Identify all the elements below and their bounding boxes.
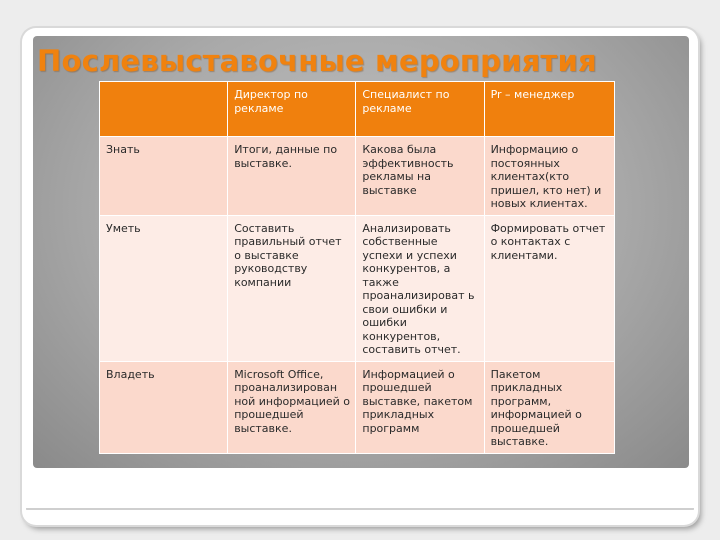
row-label-know: Знать: [100, 137, 228, 216]
table-cell: Microsoft Office, проанализирован ной информацией о прошедшей выставке.: [228, 361, 356, 453]
row-label-can: Уметь: [100, 215, 228, 361]
slide-bottom-edge: [26, 508, 694, 516]
header-cell-empty: [100, 82, 228, 137]
row-label-master: Владеть: [100, 361, 228, 453]
header-cell-director: Директор по рекламе: [228, 82, 356, 137]
header-cell-specialist: Специалист по рекламе: [356, 82, 484, 137]
table-cell: Формировать отчет о контактах с клиентами.: [484, 215, 614, 361]
header-cell-pr-manager: Pr – менеджер: [484, 82, 614, 137]
table-header-row: [100, 82, 615, 137]
table-cell: Итоги, данные по выставке.: [228, 137, 356, 216]
table-cell: Какова была эффективность рекламы на выставке: [356, 137, 484, 216]
table-cell: Информацией о прошедшей выставке, пакетом прикладных программ: [356, 361, 484, 453]
table-cell: Составить правильный отчет о выставке руководству компании: [228, 215, 356, 361]
table-cell: Анализировать собственные успехи и успехи конкурентов, а также проанализироват ь свои ошибки и ошибки конкурентов, составить отчет.: [356, 215, 484, 361]
table-row: [100, 137, 615, 216]
table-cell: Информацию о постоянных клиентах(кто пришел, кто нет) и новых клиентах.: [484, 137, 614, 216]
competency-table: [99, 81, 615, 454]
table-row: [100, 215, 615, 361]
table-cell: Пакетом прикладных программ, информацией о прошедшей выставке.: [484, 361, 614, 453]
slide-title: Послевыставочные мероприятия: [37, 44, 597, 78]
table-row: [100, 361, 615, 453]
